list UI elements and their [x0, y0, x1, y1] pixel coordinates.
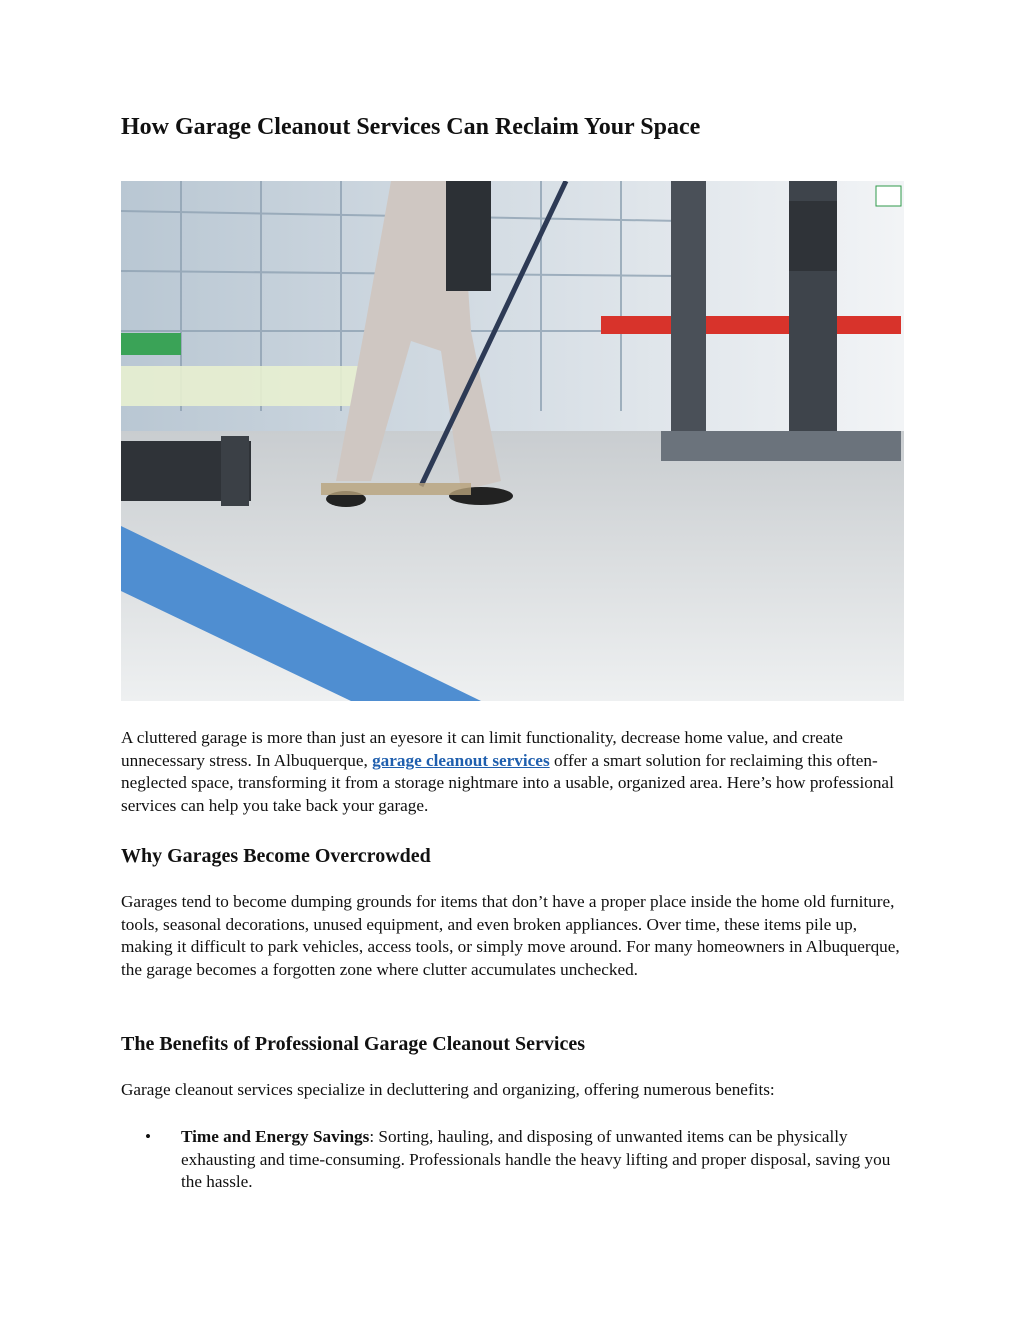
garage-photo-illustration [121, 181, 904, 701]
benefit-term: Time and Energy Savings [181, 1127, 370, 1146]
section-heading-why: Why Garages Become Overcrowded [121, 845, 431, 867]
bullet-icon: • [145, 1127, 152, 1146]
section-benefits-paragraph: Garage cleanout services specialize in decluttering and organizing, offering numerous benefits: [121, 1080, 775, 1099]
intro-text-after: offer a smart solution for reclaiming this often-neglected space, transforming it from a storage nightmare into a usable, organized area. Here’s how professional services can help you take back your garage. [121, 750, 894, 815]
list-item [121, 1126, 905, 1194]
benefits-list [121, 1126, 905, 1194]
garage-cleanout-services-link[interactable]: garage cleanout services [372, 750, 550, 770]
section-why-paragraph: Garages tend to become dumping grounds for items that don’t have a proper place inside the home old furniture, tools, seasonal decorations, unused equipment, and even broken appliances. Over time, these items pile up, making it difficult to park vehicles, access tools, or simply move around. For many homeowners in Albuquerque, the garage becomes a forgotten zone where clutter accumulates unchecked. [121, 892, 900, 979]
section-heading-benefits: The Benefits of Professional Garage Cleanout Services [121, 1033, 586, 1055]
benefit-description: : Sorting, hauling, and disposing of unwanted items can be physically exhausting and time-consuming. Professionals handle the heavy lifting and proper disposal, saving you the hassle. [181, 1127, 891, 1192]
intro-paragraph [121, 727, 905, 817]
page-title: How Garage Cleanout Services Can Reclaim Your Space [121, 114, 701, 140]
hero-photo [121, 181, 904, 701]
intro-text-before: A cluttered garage is more than just an eyesore it can limit functionality, decrease home value, and create unnecessary stress. In Albuquerque, [121, 728, 843, 770]
